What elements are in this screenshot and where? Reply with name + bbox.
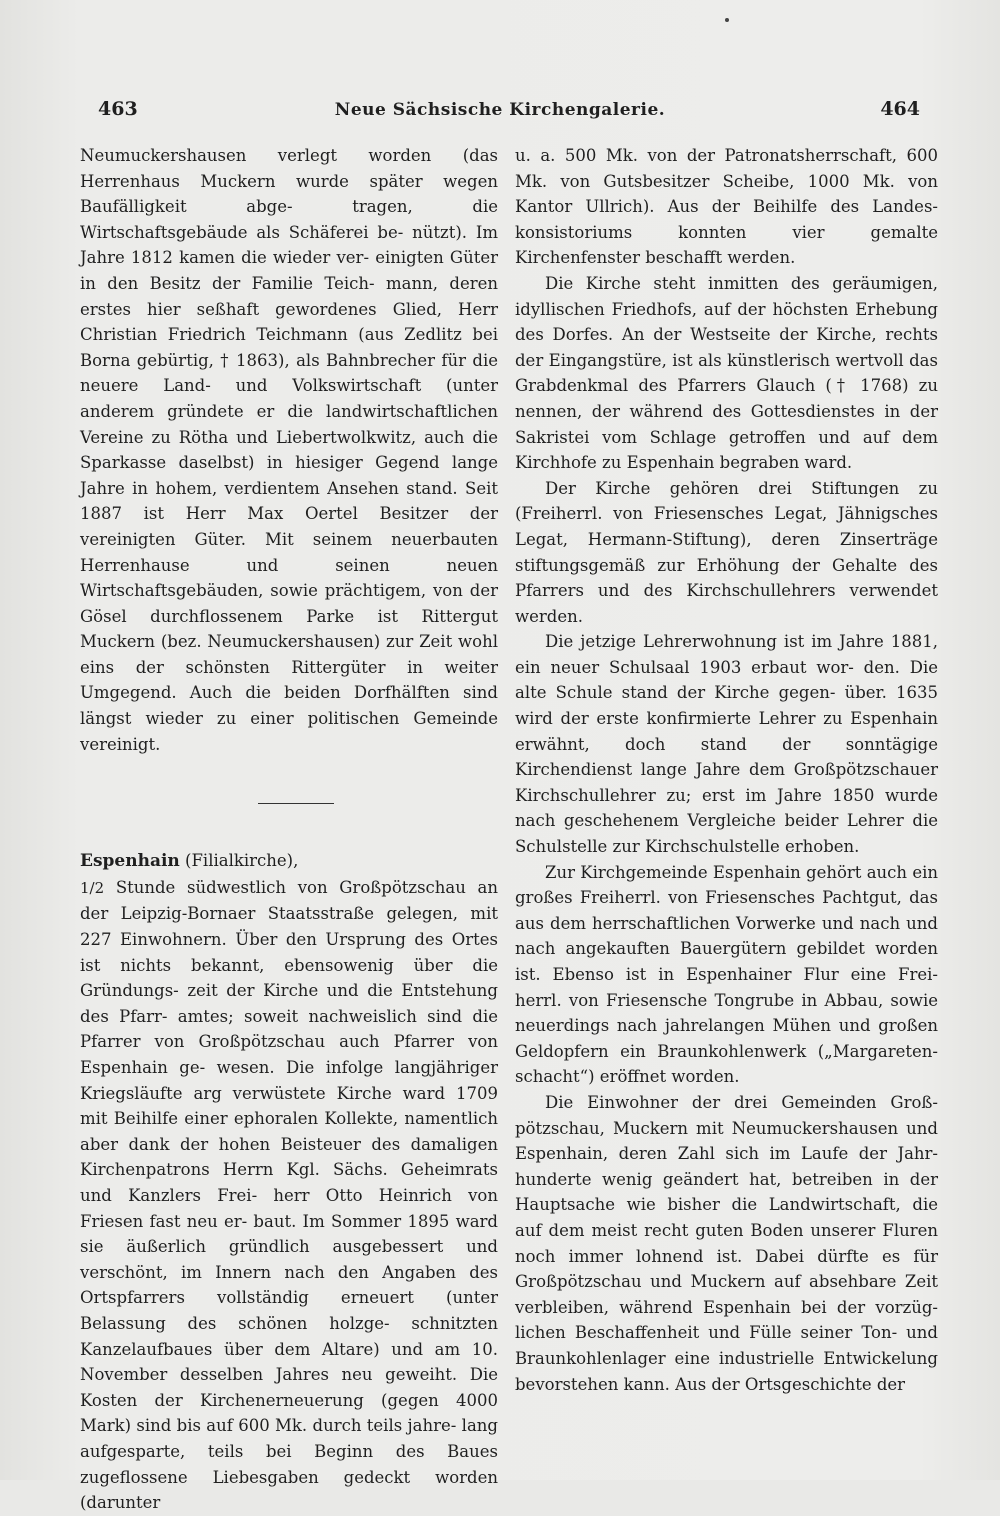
right-page-number: 464 (880, 98, 920, 120)
paragraph: Zur Kirchgemeinde Espenhain gehört auch ein großes Freiherrl. von Friesensches Pachtgut, das aus dem herrschaftlichen Vorwerke und nach und nach angekauften Bauergütern gebildet worden ist. Ebenso ist in Espenhainer Flur eine Frei- herrl. von Friesensche Tongrube in Abbau, sowie neuerdings nach jahrelangen Mühen und großen Geldopfern ein Braunkohlenwerk („Margareten- schacht“) eröffnet worden. (515, 862, 938, 1087)
running-title: Neue Sächsische Kirchengalerie. (334, 100, 666, 120)
section-heading-name: Espenhain (80, 851, 180, 872)
paragraph: Die Kirche steht inmitten des geräumigen, idyllischen Friedhofs, auf der höchsten Erhebung des Dorfes. An der Westseite der Kirche, rechts der Eingangstüre, ist als künstlerisch wertvoll das Grabdenkmal des Pfarrers Glauch († 1768) zu nennen, der während des Gottesdienstes in der Sakristei vom Schlage getroffen und auf dem Kirchhofe zu Espenhain begraben ward. (515, 273, 938, 473)
right-column (515, 143, 938, 1397)
section-heading (80, 848, 498, 875)
running-header (80, 98, 920, 128)
paragraph: Die jetzige Lehrerwohnung ist im Jahre 1881, ein neuer Schulsaal 1903 erbaut wor- den. Die alte Schule stand der Kirche gegen- über. 1635 wird der erste konfirmierte Lehrer zu Espenhain erwähnt, doch stand der sonntägige Kirchendienst lange Jahre dem Großpötzschauer Kirchschullehrer zu; erst im Jahre 1850 wurde nach geschehenem Vergleiche beider Lehrer die Schulstelle zur Kirchschulstelle erhoben. (515, 632, 938, 857)
paragraph (80, 875, 498, 1516)
paragraph: Neumuckershausen verlegt worden (das Herrenhaus Muckern wurde später wegen Baufälligkeit abge- tragen, die Wirtschaftsgebäude als Schäferei be- nützt). Im Jahre 1812 kamen die wieder ver- einigten Güter in den Besitz der Familie Teich- mann, deren erstes hier seßhaft gewordenes Glied, Herr Christian Friedrich Teichmann (aus Zedlitz bei Borna gebürtig, † 1863), als Bahnbrecher für die neuere Land- und Volkswirtschaft (unter anderem gründete er die landwirtschaftlichen Vereine zu Rötha und Liebertwolkwitz, auch die Sparkasse daselbst) in hiesiger Gegend lange Jahre in hohem, verdientem Ansehen stand. Seit 1887 ist Herr Max Oertel Besitzer der vereinigten Güter. Mit seinem neuerbauten Herrenhause und seinen neuen Wirtschaftsgebäuden, sowie prächtigem, von der Gösel durchflossenem Parke ist Rittergut Muckern (bez. Neumuckershausen) zur Zeit wohl eins der schönsten Rittergüter in weiter Umgegend. Auch die beiden Dorfhälften sind längst wieder zu einer politischen Gemeinde vereinigt. (80, 146, 498, 754)
paragraph-text: Stunde südwestlich von Großpötzschau an der Leipzig-Bornaer Staatsstraße gelegen, mit 227 Einwohnern. Über den Ursprung des Ortes ist nichts bekannt, ebensowenig über die Gründungs- zeit der Kirche und die Entstehung des Pfarr- amtes; soweit nachweislich sind die Pfarrer von Großpötzschau auch Pfarrer von Espenhain ge- wesen. Die infolge langjähriger Kriegsläufte arg verwüstete Kirche ward 1709 mit Beihilfe einer ephoralen Kollekte, namentlich aber dank der hohen Beisteuer des damaligen Kirchenpatrons Herrn Kgl. Sächs. Geheimrats und Kanzlers Frei- herr Otto Heinrich von Friesen fast neu er- baut. Im Sommer 1895 ward sie äußerlich gründlich ausgebessert und verschönt, im Innern nach den Angaben des Ortspfarrers vollständig erneuert (unter Belassung des schönen holzge- schnitzten Kanzelaufbaues über dem Altare) und am 10. November desselben Jahres neu geweiht. Die Kosten der Kirchenerneuerung (gegen 4000 Mark) sind bis auf 600 Mk. durch teils jahre- lang aufgesparte, teils bei Beginn des Baues zugeflossene Liebesgaben gedeckt worden (darunter (80, 877, 499, 1513)
paragraph: u. a. 500 Mk. von der Patronatsherrschaft, 600 Mk. von Gutsbesitzer Scheibe, 1000 Mk. von Kantor Ullrich). Aus der Beihilfe des Landes- konsistoriums konnten vier gemalte Kirchenfenster beschafft werden. (515, 146, 938, 268)
paragraph: Die Einwohner der drei Gemeinden Groß- pötzschau, Muckern mit Neumuckershausen und Espenhain, deren Zahl sich im Laufe der Jahr- hunderte wenig geändert hat, betreiben in der Hauptsache wie bisher die Landwirtschaft, die auf dem meist recht guten Boden unserer Fluren noch immer lohnend ist. Dabei dürfte es für Großpötzschau und Muckern auf absehbare Zeit verbleiben, während Espenhain bei der vorzüg- lichen Beschaffenheit und Fülle seiner Ton- und Braunkohlenlager eine industrielle Entwickelung bevorstehen kann. Aus der Ortsgeschichte der (515, 1092, 938, 1394)
section-separator-rule (258, 803, 334, 804)
ink-speck (725, 18, 729, 22)
left-page-number: 463 (98, 98, 138, 120)
section-heading-suffix: (Filialkirche), (185, 851, 299, 871)
paragraph: Der Kirche gehören drei Stiftungen zu (Freiherrl. von Friesensches Legat, Jähnigsches Legat, Hermann-Stiftung), deren Zinserträge stiftungsgemäß zur Erhöhung der Gehalte des Pfarrers und des Kirchschullehrers verwendet werden. (515, 478, 938, 626)
left-column (80, 143, 498, 1516)
fraction: 1/2 (80, 878, 105, 897)
